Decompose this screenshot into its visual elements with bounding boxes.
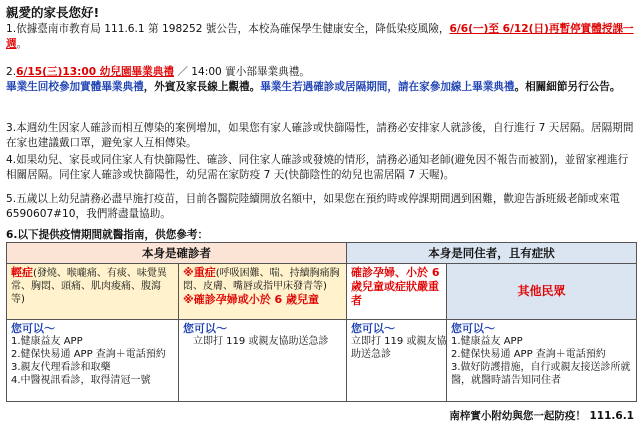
pregnant-action-1a: 立即打 119 或親友協 xyxy=(351,336,447,347)
notice-1-text: 1.依據臺南市教育局 111.6.1 第 198252 號公告，本校為確保學生健康安全，降低染疫風險， xyxy=(6,23,450,35)
notice-1-end: 。 xyxy=(16,38,28,50)
mild-case-label: 輕症 xyxy=(11,266,33,279)
graduation-online: 畢業生若遇確診或居隔期間，請在家參加線上畢業典禮 xyxy=(260,81,515,93)
notice-item-5: 5.五歲以上幼兒請務必盡早施打疫苗，目前各醫院陸續開放名額中，如果您在預約時或停課期間遇到困難，歡迎告訴班級老師或來電 6590607#10，我們將盡量協助。 xyxy=(6,193,620,220)
severe-case-cell xyxy=(179,264,347,320)
graduation-guests: ，外賓及家長線上觀禮。 xyxy=(143,81,261,93)
header-household: 本身是同住者，且有症狀 xyxy=(347,243,637,264)
other-action-1: 1.健康益友 APP xyxy=(451,336,523,347)
you-can-label: 您可以～ xyxy=(183,322,227,335)
mild-case-cell xyxy=(7,264,179,320)
notice-item-1 xyxy=(6,22,634,52)
other-action-3: 3.做好防護措施，自行或親友接送診所就醫，就醫時請告知同住者 xyxy=(451,362,631,386)
other-action-2: 2.健保快易通 APP 查詢＋電話預約 xyxy=(451,349,606,360)
mild-case-symptoms: (發燒、喉嚨痛、有痰、味覺異常、胸悶、頭痛、肌肉痠痛、腹瀉等) xyxy=(11,268,167,305)
pregnant-action-cell xyxy=(347,320,447,402)
graduation-onsite: 畢業生回校參加實體畢業典禮 xyxy=(6,81,144,93)
mild-action-2: 2.健保快易通 APP 查詢＋電話預約 xyxy=(11,349,166,360)
notice-item-4: 4.如果幼兒、家長或同住家人有快篩陽性、確診、同住家人確診或發燒的情形，請務必通知老師(避免因不報告而被罰)，並留家裡進行相關居隔。同住家人確診或快篩陽性，幼兒需在家防疫 7 天(快篩陰性的幼兒也需居隔 7 天喔)。 xyxy=(6,154,629,181)
severe-case-note: ※確診孕婦或小於 6 歲兒童 xyxy=(183,293,320,306)
pregnant-child-label: 確診孕婦、小於 6 歲兒童或症狀嚴重者 xyxy=(351,266,440,307)
medical-guide-table xyxy=(6,242,637,402)
notice-2-num: 2. xyxy=(6,66,17,78)
severe-case-symptoms: (呼吸困難、喘、持續胸痛胸悶、皮膚、嘴唇或指甲床發青等) xyxy=(183,268,340,292)
severe-action-cell xyxy=(179,320,347,402)
footer-signature: 南梓實小附幼與您一起防疫！ 111.6.1 xyxy=(449,410,634,422)
pregnant-action-1b: 助送急診 xyxy=(351,349,391,360)
notice-item-2 xyxy=(6,65,634,95)
page-title: 親愛的家長您好! xyxy=(6,5,100,20)
mild-action-3: 3.親友代理看診和取藥 xyxy=(11,362,111,373)
you-can-label: 您可以～ xyxy=(351,322,395,335)
pregnant-child-cell xyxy=(347,264,447,320)
notice-item-3: 3.本週幼生因家人確診而相互傳染的案例增加，如果您有家人確診或快篩陽性，請務必安排家人就診後，自行進行 7 天居隔。居隔期間在家也建議戴口罩，避免家人互相傳染。 xyxy=(6,122,634,149)
graduation-details: 。相關細節另行公告。 xyxy=(514,81,621,93)
you-can-label: 您可以～ xyxy=(11,322,55,335)
severe-case-label: ※重症 xyxy=(183,266,216,279)
you-can-label: 您可以～ xyxy=(451,322,495,335)
mild-action-1: 1.健康益友 APP xyxy=(11,336,83,347)
kindergarten-graduation: 6/15(三)13:00 幼兒園畢業典禮 xyxy=(16,66,174,78)
severe-action-1: 立即打 119 或親友協助送急診 xyxy=(193,336,329,347)
mild-action-cell xyxy=(7,320,179,402)
notice-item-6: 6.以下提供疫情期間就醫指南，供您參考： xyxy=(6,229,209,241)
other-people-cell: 其他民眾 xyxy=(447,264,637,320)
header-confirmed: 本身是確診者 xyxy=(7,243,347,264)
other-action-cell xyxy=(447,320,637,402)
suspension-notice: 6/6(一)至 6/12(日)再暫停實體授課一週 xyxy=(6,23,634,50)
notice-2-mid: ／ 14:00 實小部畢業典禮。 xyxy=(173,66,310,78)
mild-action-4: 4.中醫視訊看診，取得清冠一號 xyxy=(11,375,151,386)
